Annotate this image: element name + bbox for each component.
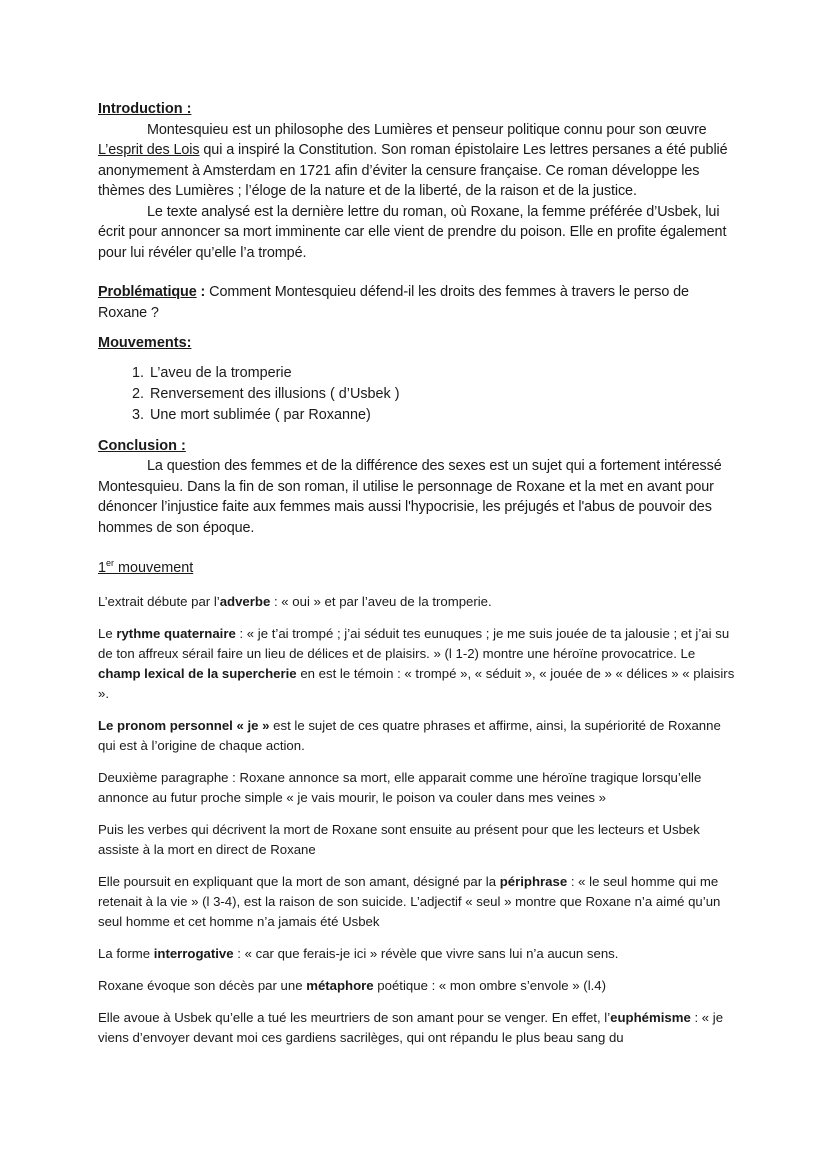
list-item: 2. Renversement des illusions ( d’Usbek ) [148,384,738,405]
intro-heading: Introduction : [98,101,192,117]
mvt1-paragraph-5: Puis les verbes qui décrivent la mort de Roxane sont ensuite au présent pour que les lecteurs et Usbek assiste à la mort en direct de Roxane [98,821,700,857]
text: Le [98,625,117,641]
mvt1-paragraph-9 [98,1008,738,1048]
mouvements-list [98,363,738,426]
term-interrogative: interrogative [153,945,234,961]
text: est le sujet de ces quatre phrases et affirme, ainsi, la supériorité de Roxanne qui est à l’origine de chaque action. [98,717,721,753]
text: Elle poursuit en expliquant que la mort de son amant, désigné par la [98,873,500,889]
intro-paragraph-2: Le texte analysé est la dernière lettre du roman, où Roxane, la femme préférée d’Usbek, lui écrit pour annoncer sa mort imminente car elle vient de prendre du poison. Elle en profite également pour lui révéler qu’elle l’a trompé. [98,203,727,261]
text: en est le témoin : « trompé », « séduit », « jouée de » « délices » « plaisirs ». [98,665,735,701]
mvt1-paragraph-2 [98,624,738,704]
term-euphemisme: euphémisme [610,1009,691,1025]
mvt1-paragraph-1 [98,592,738,612]
text: Elle avoue à Usbek qu’elle a tué les meurtriers de son amant pour se venger. En effet, l’ [98,1009,611,1025]
term-periphrase: périphrase [499,873,568,889]
mouvement-superscript: er [106,558,115,568]
term-adverbe: adverbe [219,593,271,609]
mouvement-number: 1 [98,559,107,576]
document-body [98,99,738,1048]
term-metaphore: métaphore [306,977,374,993]
mouvements-heading: Mouvements: [98,335,192,351]
term-rythme: rythme quaternaire [116,625,236,641]
list-item: 3. Une mort sublimée ( par Roxanne) [148,405,738,426]
mvt1-paragraph-4: Deuxième paragraphe : Roxane annonce sa mort, elle apparait comme une héroïne tragique lorsqu’elle annonce au futur proche simple « je vais mourir, le poison va couler dans mes veines » [98,769,702,805]
mouvement-title-text: mouvement [114,559,194,576]
term-champ-lexical: champ lexical de la supercherie [98,665,297,681]
conclusion-paragraph: La question des femmes et de la différence des sexes est un sujet qui a fortement intéressé Montesquieu. Dans la fin de son roman, il utilise le personnage de Roxane et la met en avant pour dénoncer l’injustice faite aux femmes mais aussi l'hypocrisie, les préjugés et l'abus de pouvoir des hommes de son époque. [98,458,722,536]
mouvement-1-title [98,553,738,578]
mvt1-paragraph-6 [98,872,738,932]
text: : « oui » et par l’aveu de la tromperie. [270,593,492,609]
text: poétique : « mon ombre s’envole » (l.4) [373,977,607,993]
problematique-paragraph [98,282,738,323]
text: : « le seul homme qui me retenait à la vie » (l 3-4), est la raison de son suicide. L’adjectif « seul » montre que Roxane n’a aimé qu’un seul homme et cet homme n’a jamais été Usbek [98,873,721,929]
problematique-text: Comment Montesquieu défend-il les droits des femmes à travers le perso de Roxane ? [98,284,689,321]
text: La forme [98,945,154,961]
intro-text: qui a inspiré la Constitution. Son roman épistolaire Les lettres persanes a été publié anonymement à Amsterdam en 1721 afin d’éviter la censure française. Ce roman développe les thèmes des Lumières ; l’éloge de la nature et de la liberté, de la raison et de la justice. [98,142,728,199]
mvt1-paragraph-3 [98,716,738,756]
text: : « je t’ai trompé ; j’ai séduit tes eunuques ; je me suis jouée de ta jalousie ; et j’ai su de ton affreux sérail faire un lieu de délices et de plaisirs. » (l 1-2) montre une héroïne provocatrice. Le [98,625,730,661]
problematique-label: Problématique [98,284,197,300]
text: Roxane évoque son décès par une [98,977,307,993]
book-title: L’esprit des Lois [98,142,200,158]
conclusion-heading: Conclusion : [98,437,186,454]
text: : « je viens d’envoyer devant moi ces gardiens sacrilèges, qui ont répandu le plus beau sang du [98,1009,724,1045]
intro-paragraph-1 [98,120,738,202]
mvt1-paragraph-7 [98,944,738,964]
problematique-colon: : [196,284,206,300]
mvt1-paragraph-8 [98,976,738,996]
term-pronom: Le pronom personnel « je » [98,717,270,733]
list-item: 1. L’aveu de la tromperie [148,363,738,384]
intro-text: Montesquieu est un philosophe des Lumières et penseur politique connu pour son œuvre [147,121,707,138]
text: : « car que ferais-je ici » révèle que vivre sans lui n’a aucun sens. [233,945,619,961]
text: L’extrait débute par l’ [98,593,220,609]
